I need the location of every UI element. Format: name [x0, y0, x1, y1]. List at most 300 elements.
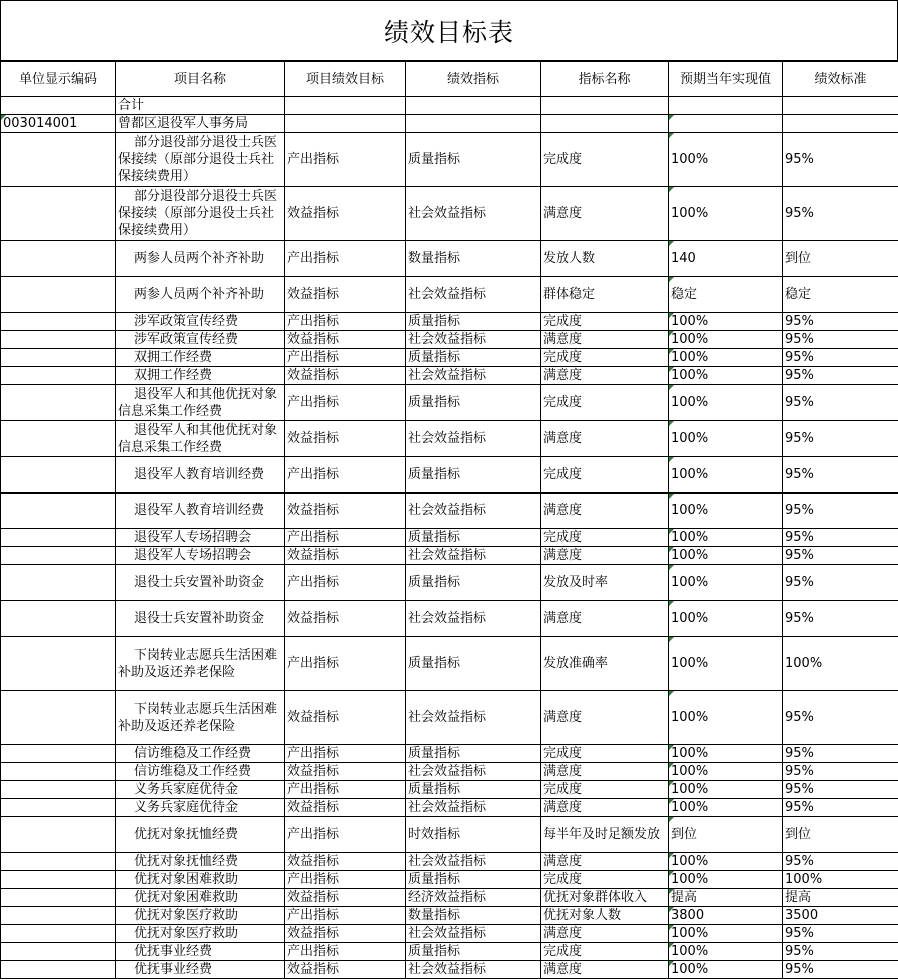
cell-name-text: 退役军人和其他优抚对象信息采集工作经费 [118, 386, 278, 419]
cell-indicator[interactable] [406, 277, 541, 313]
cell-metric[interactable] [541, 763, 669, 781]
cell-code[interactable] [1, 691, 116, 745]
cell-metric[interactable] [541, 925, 669, 943]
cell-name[interactable] [116, 853, 285, 871]
cell-metric[interactable] [541, 637, 669, 691]
cell-code[interactable] [1, 133, 116, 187]
cell-standard[interactable] [783, 97, 898, 115]
cell-name[interactable] [116, 385, 285, 421]
cell-standard[interactable] [783, 961, 898, 979]
cell-goal[interactable] [285, 385, 406, 421]
cell-standard[interactable] [783, 493, 898, 529]
cell-value[interactable] [669, 799, 783, 817]
cell-standard[interactable] [783, 853, 898, 871]
cell-indicator[interactable] [406, 781, 541, 799]
cell-code[interactable] [1, 547, 116, 565]
cell-standard[interactable] [783, 745, 898, 763]
cell-metric[interactable] [541, 133, 669, 187]
cell-metric-text: 每半年及时足额发放 [543, 827, 661, 842]
cell-code[interactable] [1, 115, 116, 133]
cell-standard-text: 95% [785, 332, 814, 347]
cell-name[interactable] [116, 457, 285, 493]
cell-value[interactable] [669, 961, 783, 979]
cell-code[interactable] [1, 799, 116, 817]
cell-metric[interactable] [541, 871, 669, 889]
cell-goal[interactable] [285, 565, 406, 601]
cell-indicator-text: 质量指标 [408, 530, 461, 545]
cell-standard[interactable] [783, 565, 898, 601]
cell-indicator[interactable] [406, 925, 541, 943]
cell-standard[interactable] [783, 115, 898, 133]
cell-indicator-text: 质量指标 [408, 944, 461, 959]
cell-value[interactable] [669, 601, 783, 637]
cell-marker-icon [669, 691, 674, 696]
cell-standard[interactable] [783, 529, 898, 547]
cell-name-text: 下岗转业志愿兵生活困难补助及返还养老保险 [118, 701, 278, 734]
cell-indicator[interactable] [406, 187, 541, 241]
cell-name[interactable] [116, 349, 285, 367]
cell-metric[interactable] [541, 817, 669, 853]
cell-name[interactable] [116, 943, 285, 961]
table-row [1, 637, 898, 691]
cell-goal-text: 产出指标 [287, 395, 340, 410]
cell-goal[interactable] [285, 547, 406, 565]
cell-indicator[interactable] [406, 313, 541, 331]
cell-name[interactable] [116, 817, 285, 853]
cell-value[interactable] [669, 241, 783, 277]
cell-marker-icon [669, 943, 674, 948]
cell-metric[interactable] [541, 349, 669, 367]
table-row [1, 385, 898, 421]
cell-indicator-text: 社会效益指标 [408, 503, 487, 519]
cell-indicator[interactable] [406, 97, 541, 115]
cell-indicator-text: 质量指标 [408, 656, 461, 671]
cell-metric[interactable] [541, 493, 669, 529]
cell-metric[interactable] [541, 853, 669, 871]
table-row [1, 907, 898, 925]
cell-name[interactable] [116, 547, 285, 565]
table-row [1, 313, 898, 331]
cell-goal[interactable] [285, 529, 406, 547]
cell-code[interactable] [1, 187, 116, 241]
cell-code[interactable] [1, 943, 116, 961]
cell-name[interactable] [116, 871, 285, 889]
cell-value-text: 3800 [671, 908, 705, 923]
cell-indicator-text: 质量指标 [408, 314, 461, 329]
cell-standard[interactable] [783, 313, 898, 331]
cell-standard[interactable] [783, 349, 898, 367]
header-unit-code[interactable]: 单位显示编码 [1, 62, 116, 97]
cell-value[interactable] [669, 367, 783, 385]
cell-marker-icon [669, 781, 674, 786]
cell-value[interactable] [669, 763, 783, 781]
cell-metric-text: 满意度 [543, 710, 583, 725]
cell-name[interactable] [116, 187, 285, 241]
cell-code[interactable] [1, 277, 116, 313]
cell-metric-text: 满意度 [543, 548, 583, 563]
cell-metric[interactable] [541, 745, 669, 763]
cell-value-text: 100% [671, 944, 709, 959]
cell-value[interactable] [669, 133, 783, 187]
cell-code[interactable] [1, 637, 116, 691]
cell-name[interactable]: 合计 [116, 97, 285, 115]
cell-metric[interactable] [541, 799, 669, 817]
cell-name[interactable] [116, 367, 285, 385]
cell-goal[interactable] [285, 907, 406, 925]
cell-indicator-text: 数量指标 [408, 908, 461, 923]
cell-goal[interactable] [285, 871, 406, 889]
cell-goal[interactable] [285, 799, 406, 817]
cell-indicator[interactable] [406, 421, 541, 457]
cell-name[interactable] [116, 745, 285, 763]
cell-value-text: 100% [671, 854, 709, 869]
cell-name[interactable] [116, 925, 285, 943]
cell-name[interactable] [116, 277, 285, 313]
cell-code[interactable] [1, 367, 116, 385]
header-indicator[interactable]: 绩效指标 [406, 62, 541, 97]
cell-value[interactable] [669, 745, 783, 763]
table-row [1, 961, 898, 979]
cell-goal[interactable] [285, 187, 406, 241]
cell-indicator-text: 质量指标 [408, 746, 461, 761]
cell-indicator-text: 社会效益指标 [408, 764, 487, 779]
cell-code[interactable] [1, 565, 116, 601]
cell-marker-icon [669, 529, 674, 534]
cell-value[interactable] [669, 97, 783, 115]
cell-metric[interactable] [541, 277, 669, 313]
cell-value[interactable] [669, 907, 783, 925]
cell-indicator[interactable] [406, 799, 541, 817]
cell-indicator[interactable] [406, 349, 541, 367]
cell-indicator[interactable] [406, 385, 541, 421]
table-row [1, 457, 898, 493]
cell-goal-text: 产出指标 [287, 782, 340, 797]
cell-name[interactable] [116, 241, 285, 277]
table-row [1, 781, 898, 799]
cell-standard-text: 95% [785, 466, 814, 482]
cell-goal[interactable] [285, 817, 406, 853]
cell-goal[interactable] [285, 925, 406, 943]
cell-value[interactable] [669, 493, 783, 529]
cell-code[interactable] [1, 781, 116, 799]
cell-standard-text: 95% [785, 800, 814, 815]
cell-metric[interactable] [541, 385, 669, 421]
cell-metric[interactable] [541, 961, 669, 979]
cell-value[interactable] [669, 349, 783, 367]
cell-value[interactable] [669, 277, 783, 313]
cell-goal[interactable] [285, 853, 406, 871]
cell-goal[interactable] [285, 763, 406, 781]
cell-name[interactable]: 曾都区退役军人事务局 [116, 115, 285, 133]
cell-indicator[interactable] [406, 493, 541, 529]
cell-value-text: 100% [671, 764, 709, 779]
cell-code[interactable] [1, 241, 116, 277]
cell-metric[interactable] [541, 691, 669, 745]
cell-metric[interactable] [541, 889, 669, 907]
cell-standard[interactable] [783, 889, 898, 907]
cell-value[interactable] [669, 853, 783, 871]
cell-standard[interactable] [783, 925, 898, 943]
cell-code[interactable] [1, 385, 116, 421]
cell-indicator[interactable] [406, 691, 541, 745]
cell-metric[interactable] [541, 241, 669, 277]
table-row [1, 331, 898, 349]
cell-metric-text: 完成度 [543, 944, 583, 959]
cell-metric[interactable] [541, 943, 669, 961]
cell-code[interactable] [1, 925, 116, 943]
cell-goal[interactable] [285, 601, 406, 637]
cell-goal[interactable] [285, 943, 406, 961]
cell-value-text: 100% [671, 548, 709, 563]
cell-value[interactable] [669, 781, 783, 799]
cell-metric[interactable] [541, 421, 669, 457]
cell-value[interactable] [669, 457, 783, 493]
cell-value[interactable] [669, 925, 783, 943]
cell-code[interactable] [1, 907, 116, 925]
cell-name[interactable] [116, 331, 285, 349]
cell-standard[interactable] [783, 187, 898, 241]
cell-goal[interactable] [285, 961, 406, 979]
cell-name[interactable] [116, 763, 285, 781]
cell-indicator[interactable] [406, 943, 541, 961]
cell-standard[interactable] [783, 277, 898, 313]
cell-value[interactable] [669, 943, 783, 961]
cell-goal[interactable] [285, 133, 406, 187]
cell-goal[interactable] [285, 367, 406, 385]
cell-value[interactable] [669, 115, 783, 133]
header-standard[interactable]: 绩效标准 [783, 62, 898, 97]
cell-indicator[interactable] [406, 115, 541, 133]
cell-goal-text: 产出指标 [287, 872, 340, 887]
cell-marker-icon [669, 547, 674, 552]
cell-goal[interactable] [285, 331, 406, 349]
cell-code[interactable] [1, 961, 116, 979]
cell-value[interactable] [669, 421, 783, 457]
cell-name[interactable] [116, 691, 285, 745]
cell-name[interactable] [116, 421, 285, 457]
cell-standard[interactable] [783, 907, 898, 925]
cell-indicator[interactable] [406, 565, 541, 601]
cell-name[interactable] [116, 133, 285, 187]
cell-standard[interactable] [783, 817, 898, 853]
cell-code[interactable] [1, 97, 116, 115]
cell-metric[interactable] [541, 97, 669, 115]
cell-code[interactable] [1, 349, 116, 367]
cell-code[interactable] [1, 421, 116, 457]
cell-value[interactable] [669, 691, 783, 745]
cell-standard[interactable] [783, 691, 898, 745]
cell-standard[interactable] [783, 385, 898, 421]
cell-value[interactable] [669, 529, 783, 547]
cell-indicator-text: 质量指标 [408, 575, 461, 590]
cell-indicator[interactable] [406, 241, 541, 277]
cell-value[interactable] [669, 565, 783, 601]
cell-standard[interactable] [783, 601, 898, 637]
cell-name[interactable] [116, 799, 285, 817]
cell-goal[interactable] [285, 637, 406, 691]
cell-value-text: 100% [671, 206, 709, 221]
cell-metric[interactable] [541, 367, 669, 385]
cell-name-text: 退役军人专场招聘会 [134, 548, 252, 563]
cell-indicator[interactable] [406, 367, 541, 385]
cell-marker-icon [669, 961, 674, 966]
cell-goal[interactable] [285, 277, 406, 313]
cell-goal-text: 产出指标 [287, 575, 340, 590]
cell-standard[interactable] [783, 331, 898, 349]
cell-standard[interactable] [783, 241, 898, 277]
cell-code[interactable] [1, 889, 116, 907]
page-title: 绩效目标表 [0, 0, 898, 61]
cell-value[interactable] [669, 817, 783, 853]
cell-name[interactable] [116, 529, 285, 547]
cell-standard[interactable] [783, 637, 898, 691]
cell-code[interactable] [1, 331, 116, 349]
cell-goal[interactable] [285, 115, 406, 133]
cell-indicator-text: 质量指标 [408, 152, 461, 167]
cell-value[interactable] [669, 889, 783, 907]
cell-standard-text: 95% [785, 395, 814, 410]
cell-name-text: 优抚对象抚恤经费 [134, 854, 239, 869]
cell-value[interactable] [669, 331, 783, 349]
cell-standard[interactable] [783, 421, 898, 457]
cell-code[interactable] [1, 871, 116, 889]
cell-metric-text: 满意度 [543, 368, 583, 383]
cell-name[interactable] [116, 637, 285, 691]
cell-metric-text: 满意度 [543, 332, 583, 347]
cell-goal[interactable] [285, 781, 406, 799]
cell-indicator[interactable] [406, 871, 541, 889]
cell-value[interactable] [669, 313, 783, 331]
cell-goal[interactable] [285, 745, 406, 763]
cell-name-text: 退役士兵安置补助资金 [134, 575, 265, 590]
cell-metric[interactable] [541, 907, 669, 925]
cell-metric[interactable] [541, 601, 669, 637]
cell-marker-icon [669, 817, 674, 822]
cell-indicator[interactable] [406, 601, 541, 637]
cell-indicator[interactable] [406, 457, 541, 493]
cell-goal-text: 效益指标 [287, 764, 340, 779]
cell-metric[interactable] [541, 457, 669, 493]
cell-indicator[interactable] [406, 133, 541, 187]
cell-goal[interactable] [285, 313, 406, 331]
cell-name-text: 优抚对象困难救助 [134, 872, 239, 887]
cell-metric[interactable] [541, 781, 669, 799]
cell-metric[interactable] [541, 529, 669, 547]
cell-value-text: 100% [671, 746, 709, 761]
cell-value-text: 100% [671, 152, 709, 167]
cell-code[interactable] [1, 601, 116, 637]
cell-standard[interactable] [783, 871, 898, 889]
cell-indicator[interactable] [406, 331, 541, 349]
cell-standard[interactable] [783, 799, 898, 817]
cell-name[interactable] [116, 565, 285, 601]
cell-goal[interactable] [285, 691, 406, 745]
cell-indicator[interactable] [406, 745, 541, 763]
cell-code[interactable] [1, 817, 116, 853]
cell-code[interactable] [1, 529, 116, 547]
cell-name[interactable] [116, 493, 285, 529]
cell-standard[interactable] [783, 763, 898, 781]
cell-indicator[interactable] [406, 889, 541, 907]
cell-name[interactable] [116, 889, 285, 907]
cell-name[interactable] [116, 601, 285, 637]
cell-indicator[interactable] [406, 529, 541, 547]
cell-marker-icon [669, 385, 674, 390]
cell-indicator[interactable] [406, 637, 541, 691]
cell-indicator[interactable] [406, 817, 541, 853]
cell-metric[interactable] [541, 547, 669, 565]
cell-metric[interactable] [541, 187, 669, 241]
cell-value-text: 到位 [671, 827, 698, 842]
cell-value[interactable] [669, 547, 783, 565]
header-expected-value[interactable]: 预期当年实现值 [669, 62, 783, 97]
cell-name[interactable] [116, 313, 285, 331]
cell-goal-text: 效益指标 [287, 431, 340, 446]
cell-standard[interactable] [783, 367, 898, 385]
cell-standard[interactable] [783, 781, 898, 799]
cell-metric[interactable] [541, 565, 669, 601]
cell-code[interactable] [1, 745, 116, 763]
header-metric-name[interactable]: 指标名称 [541, 62, 669, 97]
cell-standard-text: 95% [785, 368, 814, 383]
cell-metric[interactable] [541, 331, 669, 349]
cell-metric[interactable] [541, 115, 669, 133]
cell-metric[interactable] [541, 313, 669, 331]
cell-indicator[interactable] [406, 853, 541, 871]
cell-standard[interactable] [783, 457, 898, 493]
cell-indicator[interactable] [406, 763, 541, 781]
cell-code[interactable] [1, 763, 116, 781]
cell-goal[interactable] [285, 421, 406, 457]
cell-value[interactable] [669, 385, 783, 421]
cell-value[interactable] [669, 871, 783, 889]
cell-code[interactable] [1, 457, 116, 493]
cell-name[interactable] [116, 781, 285, 799]
cell-marker-icon [669, 853, 674, 858]
cell-name-text: 部分退役部分退役士兵医保接续（原部分退役士兵社保接续费用） [118, 189, 278, 238]
cell-goal[interactable] [285, 457, 406, 493]
cell-value[interactable] [669, 637, 783, 691]
cell-marker-icon [669, 349, 674, 354]
cell-indicator[interactable] [406, 961, 541, 979]
cell-marker-icon [669, 637, 674, 642]
cell-standard[interactable] [783, 133, 898, 187]
cell-value-text: 100% [671, 656, 709, 671]
cell-name[interactable] [116, 961, 285, 979]
cell-value-text: 100% [671, 926, 709, 941]
cell-goal[interactable] [285, 493, 406, 529]
cell-code[interactable] [1, 313, 116, 331]
cell-goal[interactable] [285, 349, 406, 367]
cell-standard[interactable] [783, 547, 898, 565]
header-project-name[interactable]: 项目名称 [116, 62, 285, 97]
cell-standard[interactable] [783, 943, 898, 961]
cell-goal[interactable] [285, 97, 406, 115]
cell-name[interactable] [116, 907, 285, 925]
cell-code[interactable] [1, 493, 116, 529]
table-row [1, 799, 898, 817]
cell-standard-text: 95% [785, 503, 814, 519]
cell-indicator[interactable] [406, 547, 541, 565]
cell-goal[interactable] [285, 889, 406, 907]
cell-value[interactable] [669, 187, 783, 241]
cell-indicator[interactable] [406, 907, 541, 925]
cell-code[interactable] [1, 853, 116, 871]
cell-goal[interactable] [285, 241, 406, 277]
cell-name-text: 双拥工作经费 [134, 350, 213, 365]
header-project-goal[interactable]: 项目绩效目标 [285, 62, 406, 97]
cell-name-text: 涉军政策宣传经费 [134, 314, 239, 329]
